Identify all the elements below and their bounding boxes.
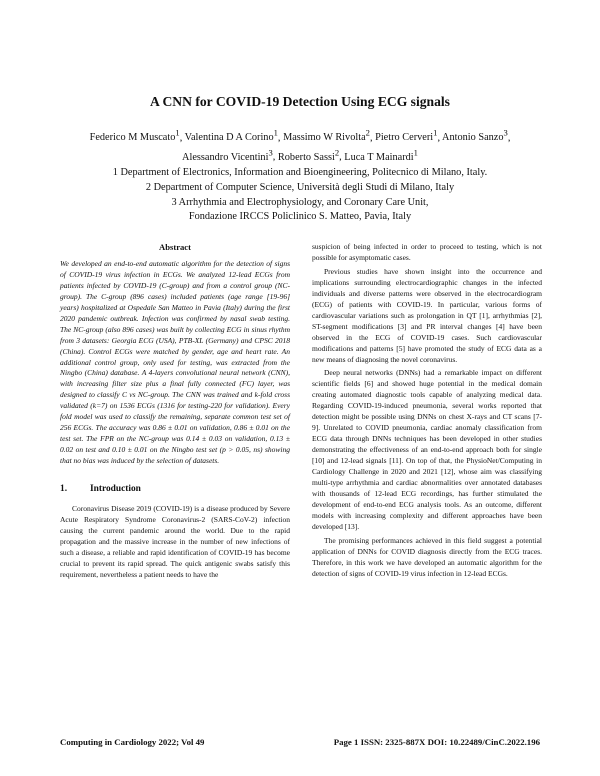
section-number: 1. [60,484,68,495]
body-paragraph: Previous studies have shown insight into the occurrence and implications surrounding electrocardiographic changes in the infected individuals and diverse patterns were observed in the electrocardiogram (ECG) of patients with COVID-19. In particular, various forms of cardiovascular variations such as prolongation in QT [1], arrhythmias [2], ST-segment modifications [3] and PR interval changes [4] have been observed in the ECG of COVID-19 cases. Such cardiovascular modifications and patterns [5] have promoted the study of ECG data as a new means of diagnosing the novel coronavirus. [312,266,542,364]
abstract-heading: Abstract [159,242,191,252]
footer-journal: Computing in Cardiology 2022; Vol 49 [60,737,205,747]
body-paragraph: Deep neural networks (DNNs) had a remarkable impact on different scientific fields [6] and showed huge potential in the medical domain creating automated diagnostic tools capable of analyzing medical data. Regarding COVID-19-induced pneumonia, several works reported that detection might be possible using DNNs on chest X-rays and CT scans [7-9]. Unrelated to COVID pneumonia, cardiac anomaly classification from ECG data through DNNs techniques has been developed in other studies demonstrating the effectiveness of an end-to-end approach both for single [10] and 12-lead signals [11]. On top of that, the PhysioNet/Computing in Cardiology Challenge in 2020 and 2021 [12], whose aim was classifying multi-type arrhythmia and cardiac abnormalities over annotated databases with thousands of 12-lead ECG recordings, has further stimulated the development of end-to-end ECG analysis tools. As an outcome, different models with increasing complexity and different approaches have been developed [13]. [312,368,542,531]
author: Valentina D A Corino$^1$ [184,128,278,144]
affiliation: 3 Arrhythmia and Electrophysiology, and Coronary Care Unit, [171,196,429,208]
author: Alessandro Vicentini$^3$ [182,147,273,163]
footer-doi: Page 1 ISSN: 2325-887X DOI: 10.22489/CinC.2022.196 [333,737,540,747]
affiliation: Fondazione IRCCS Policlinico S. Matteo, Pavia, Italy [188,211,412,223]
left-column [60,242,290,584]
author: Massimo W Rivolta$^2$ [283,128,370,144]
body-paragraph-continued: suspicion of being infected in order to proceed to testing, which is not possible for asymptomatic cases. [312,242,542,262]
author: Roberto Sassi$^2$ [277,147,340,163]
affiliation-list [40,166,560,225]
body-paragraph: Coronavirus Disease 2019 (COVID-19) is a disease produced by Severe Acute Respiratory Syndrome Coronavirus-2 (SARS-CoV-2) infection causing the current pandemic around the world. Due to the rapid propagation and the massive increase in the number of new infections of such a disease, a reliable and rapid identification of COVID-19 has become crucial to prevent its rapid spread. The quick antigenic swabs satisfy this requirement, nevertheless a patient needs to have the [60,504,290,579]
affiliation: 1 Department of Electronics, Information and Bioengineering, Politecnico di Milano, Italy. [112,167,488,178]
author-list: Federico M Muscato$^1$, Valentina D A Corino$^1$, Massimo W Rivolta$^2$, Pietro Cerveri$^1$, Antonio Sanzo$^3$, Alessandro Vicentini$^3$, Roberto Sassi$^2$, Luca T Mainardi$^1$ [89,128,511,163]
author: Antonio Sanzo$^3$ [442,128,508,144]
body-paragraph: The promising performances achieved in this field suggest a potential application of DNNs for COVID diagnosis directly from the ECG traces. Therefore, in this work we have developed an automatic algorithm for the detection of signs of COVID-19 virus infection in 12-lead ECGs. [312,535,542,578]
author: Luca T Mainardi$^1$ [344,147,418,163]
author: Federico M Muscato$^1$ [89,128,180,144]
abstract-text: We developed an end-to-end automatic algorithm for the detection of signs of COVID-19 virus infection in ECGs. We analyzed 12-lead ECGs from patients infected by COVID-19 (C-group) and from a control group (NC-group). The C-group (896 cases) included patients (age range [19-96] years) hospitalized at Ospedale San Matteo in Pavia (Italy) during the first 2020 pandemic outbreak. Infection was confirmed by nasal swab testing. The NC-group (also 896 cases) was built by collecting ECG in sinus rhythm from 3 datasets: Georgia ECG (USA), PTB-XL (Germany) and CPSC 2018 (China). Control ECGs were matched by gender, age and heart rate. An additional control group, only used for testing, was extracted from the Ningbo (China) database. A 4-layers convolutional neural network (CNN), with increasing filter size plus a final fully connected (FC) layer, was designed to classify C vs NC-group. The CNN was trained and k-fold cross validated (k=7) on 1536 ECGs (1316 for testing-220 for validation). Every fold model was used to classify the remaining, separate common test set of 256 ECGs. The accuracy was 0.86 ± 0.01 on validation, 0.86 ± 0.01 on the test set. The FPR on the NC-group was 0.14 ± 0.03 on validation, 0.13 ± 0.02 on test and 0.10 ± 0.01 on the Ningbo test set (p > 0.05, ns) showing that no bias was induced by the selection of datasets. [60,258,290,466]
section-title: Introduction [90,484,141,495]
affiliation: 2 Department of Computer Science, Università degli Studi di Milano, Italy [145,181,455,193]
paper-title: A CNN for COVID-19 Detection Using ECG signals [150,94,450,109]
section-heading [60,484,290,495]
author: Pietro Cerveri$^1$ [375,128,438,144]
right-column [312,242,542,583]
